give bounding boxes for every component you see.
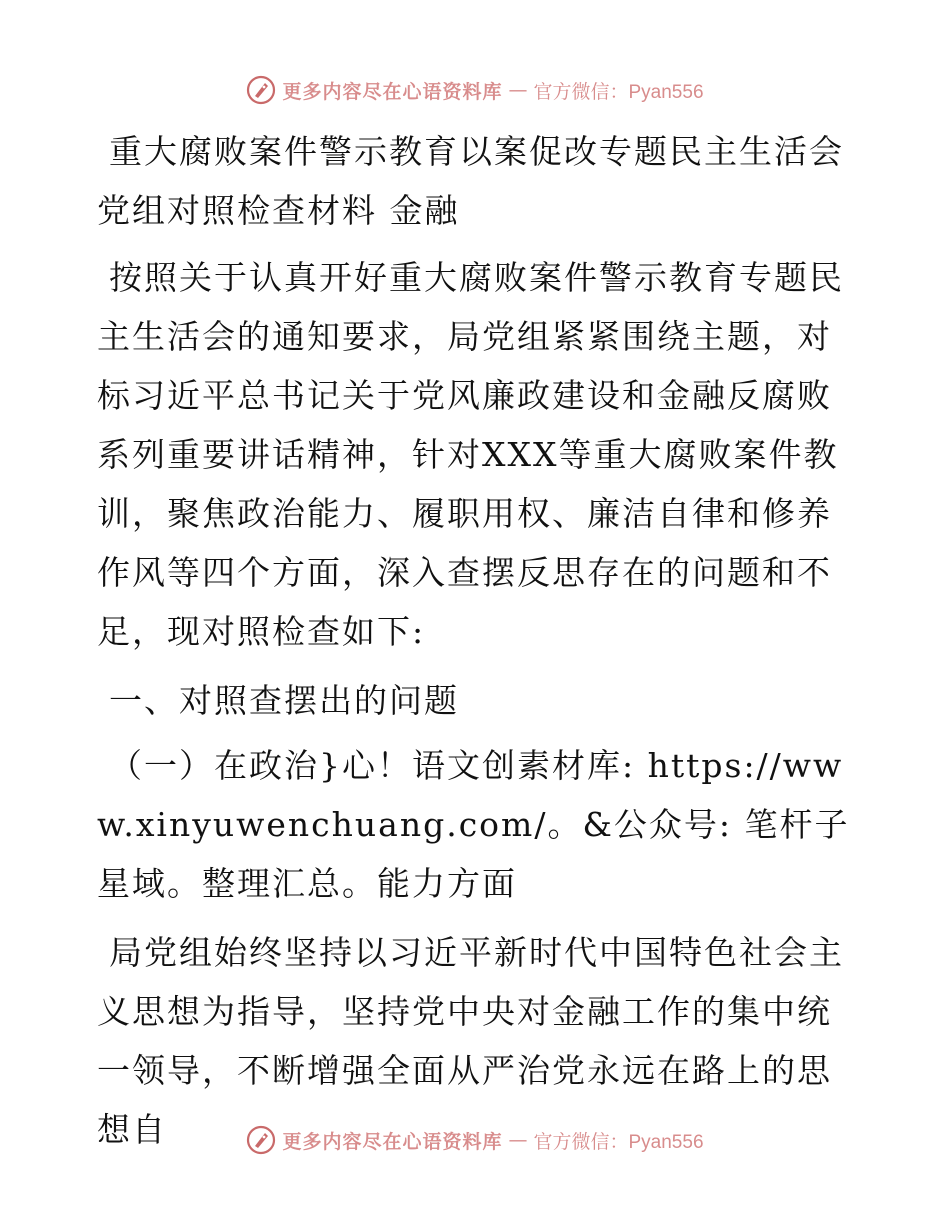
pen-nib-circle-icon — [246, 75, 276, 105]
watermark-separator: — — [508, 79, 528, 101]
document-title: 重大腐败案件警示教育以案促改专题民主生活会党组对照检查材料 金融 — [97, 132, 844, 230]
watermark-contact-text: 官方微信：Pyan556 — [533, 1131, 704, 1153]
document-body — [97, 122, 857, 1169]
footer-watermark — [0, 1120, 950, 1160]
subsection-heading-1: （一）在政治}心！语文创素材库: https://www.xinyuwenchuang.com/。&公众号: 笔杆子星域。整理汇总。能力方面 — [97, 746, 850, 903]
intro-paragraph: 按照关于认真开好重大腐败案件警示教育专题民主生活会的通知要求，局党组紧紧围绕主题，对标习近平总书记关于党风廉政建设和金融反腐败系列重要讲话精神，针对XXX等重大腐败案件教训，聚焦政治能力、履职用权、廉洁自律和修养作风等四个方面，深入查摆反思存在的问题和不足，现对照检查如下: — [97, 258, 844, 651]
watermark-contact-text: 官方微信：Pyan556 — [533, 81, 704, 103]
subsection-1-paragraph: 局党组始终坚持以习近平新时代中国特色社会主义思想为指导，坚持党中央对金融工作的集中统一领导，不断增强全面从严治党永远在路上的思想自 — [97, 933, 844, 1149]
watermark-brand-text: 更多内容尽在心语资料库 — [282, 1130, 503, 1153]
section-heading-1: 一、对照查摆出的问题 — [109, 681, 459, 720]
watermark-separator: — — [508, 1129, 528, 1151]
header-watermark — [0, 70, 950, 110]
watermark-brand-text: 更多内容尽在心语资料库 — [282, 80, 503, 103]
pen-nib-circle-icon — [246, 1125, 276, 1155]
